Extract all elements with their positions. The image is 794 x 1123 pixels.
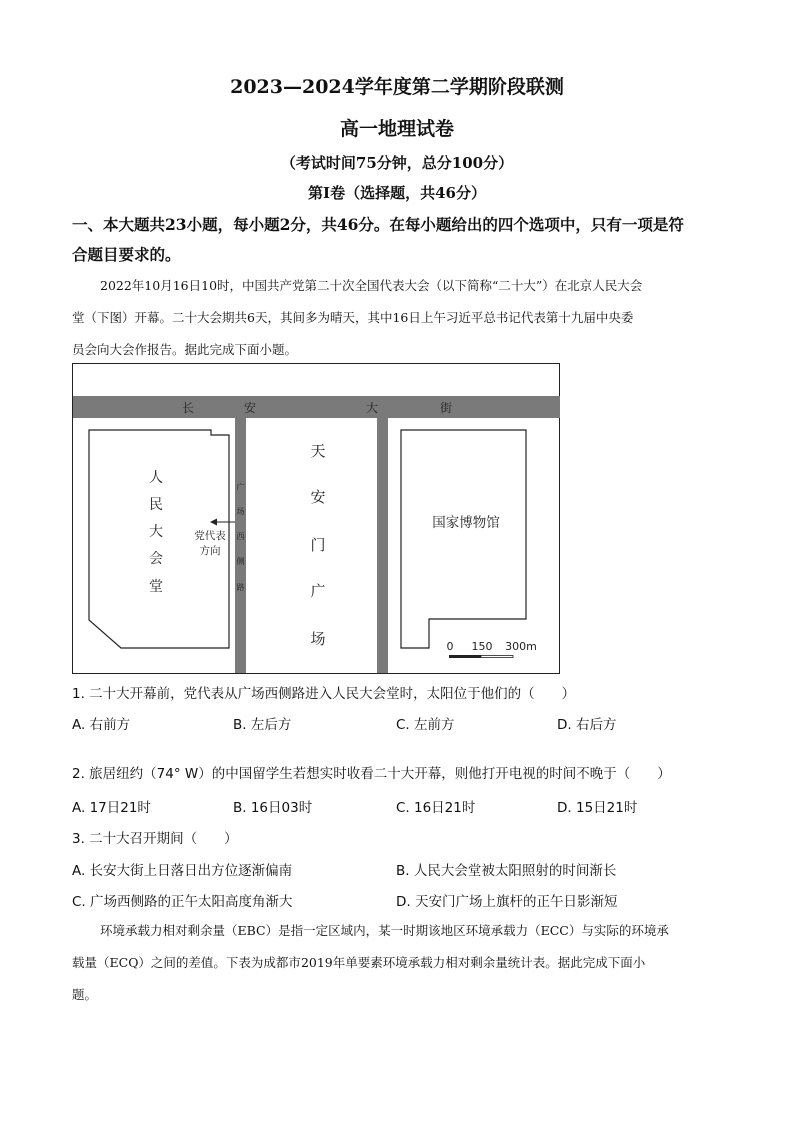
direction-label-line1: 党代表 xyxy=(194,530,226,542)
question-3-option-d[interactable]: D. 天安门广场上旗杆的正午日影渐短 xyxy=(396,894,618,910)
street-band xyxy=(73,396,560,418)
question-1-option-c[interactable]: C. 左前方 xyxy=(396,717,455,733)
part-heading: 第Ⅰ卷（选择题，共46分） xyxy=(308,184,486,202)
street-label: 长 xyxy=(182,401,195,415)
question-1-option-b[interactable]: B. 左后方 xyxy=(233,717,292,733)
passage2-line2: 载量（ECQ）之间的差值。下表为成都市2019年单要素环境承载力相对剩余量统计表。据此完成下面小 xyxy=(72,955,646,970)
west-road-label: 路 xyxy=(236,583,245,592)
section-instruction-line1: 一、本大题共23小题，每小题2分，共46分。在每小题给出的四个选项中，只有一项是符 xyxy=(72,215,684,234)
question-3-option-a[interactable]: A. 长安大街上日落日出方位逐渐偏南 xyxy=(72,863,293,879)
street-label: 街 xyxy=(440,401,453,415)
question-3-option-c[interactable]: C. 广场西侧路的正午太阳高度角渐大 xyxy=(72,894,293,910)
exam-title: 2023—2024学年度第二学期阶段联测 xyxy=(230,76,564,98)
scale-bar-segment xyxy=(449,655,481,658)
exam-info: （考试时间75分钟，总分100分） xyxy=(280,154,514,172)
passage1-line1: 2022年10月16日10时，中国共产党第二十次全国代表大会（以下简称“二十大”）在北京人民大会 xyxy=(100,278,643,293)
great-hall-label: 人 xyxy=(149,470,163,486)
question-2-option-d[interactable]: D. 15日21时 xyxy=(557,800,638,816)
section-instruction-line2: 合题目要求的。 xyxy=(72,245,181,264)
great-hall-label: 民 xyxy=(149,497,163,513)
west-road-label: 场 xyxy=(236,507,245,516)
exam-subject: 高一地理试卷 xyxy=(339,118,454,140)
question-1-option-d[interactable]: D. 右后方 xyxy=(557,717,617,733)
west-road-label: 侧 xyxy=(236,557,245,566)
street-label: 大 xyxy=(366,401,379,415)
great-hall-label: 大 xyxy=(149,524,163,540)
question-3-option-b[interactable]: B. 人民大会堂被太阳照射的时间渐长 xyxy=(396,863,617,879)
square-label: 场 xyxy=(310,630,326,648)
scale-label-150: 150 xyxy=(471,640,493,653)
scale-label-0: 0 xyxy=(446,640,454,653)
question-2-option-c[interactable]: C. 16日21时 xyxy=(396,800,476,816)
museum-label: 国家博物馆 xyxy=(432,515,500,531)
east-road xyxy=(377,418,388,673)
passage2-line3: 题。 xyxy=(72,987,98,1002)
square-label: 门 xyxy=(310,536,326,554)
west-road-label: 西 xyxy=(236,532,245,541)
great-hall-label: 会 xyxy=(149,551,163,567)
question-3-stem: 3. 二十大召开期间（ ） xyxy=(72,831,238,847)
question-1-stem: 1. 二十大开幕前，党代表从广场西侧路进入人民大会堂时，太阳位于他们的（ ） xyxy=(72,686,576,702)
map-figure xyxy=(72,363,561,675)
square-label: 广 xyxy=(310,582,326,600)
question-1-option-a[interactable]: A. 右前方 xyxy=(72,717,131,733)
scale-bar-segment xyxy=(481,656,513,658)
square-label: 天 xyxy=(310,442,326,460)
west-road-label: 广 xyxy=(236,483,245,492)
square-label: 安 xyxy=(310,488,326,506)
question-2-stem: 2. 旅居纽约（74° W）的中国留学生若想实时收看二十大开幕，则他打开电视的时间不晚于（ ） xyxy=(72,766,671,782)
question-2-option-b[interactable]: B. 16日03时 xyxy=(233,800,313,816)
direction-label-line2: 方向 xyxy=(199,545,221,557)
street-label: 安 xyxy=(244,401,257,415)
question-2-option-a[interactable]: A. 17日21时 xyxy=(72,800,151,816)
passage2-line1: 环境承载力相对剩余量（EBC）是指一定区域内，某一时期该地区环境承载力（ECC）与实际的环境承 xyxy=(100,923,669,938)
west-road xyxy=(235,418,246,673)
great-hall-label: 堂 xyxy=(149,579,163,595)
passage1-line3: 员会向大会作报告。据此完成下面小题。 xyxy=(72,342,298,357)
passage1-line2: 堂（下图）开幕。二十大会期共6天，其间多为晴天，其中16日上午习近平总书记代表第十九届中央委 xyxy=(72,310,634,325)
museum-outline xyxy=(401,430,526,648)
scale-label-300: 300m xyxy=(505,640,537,653)
